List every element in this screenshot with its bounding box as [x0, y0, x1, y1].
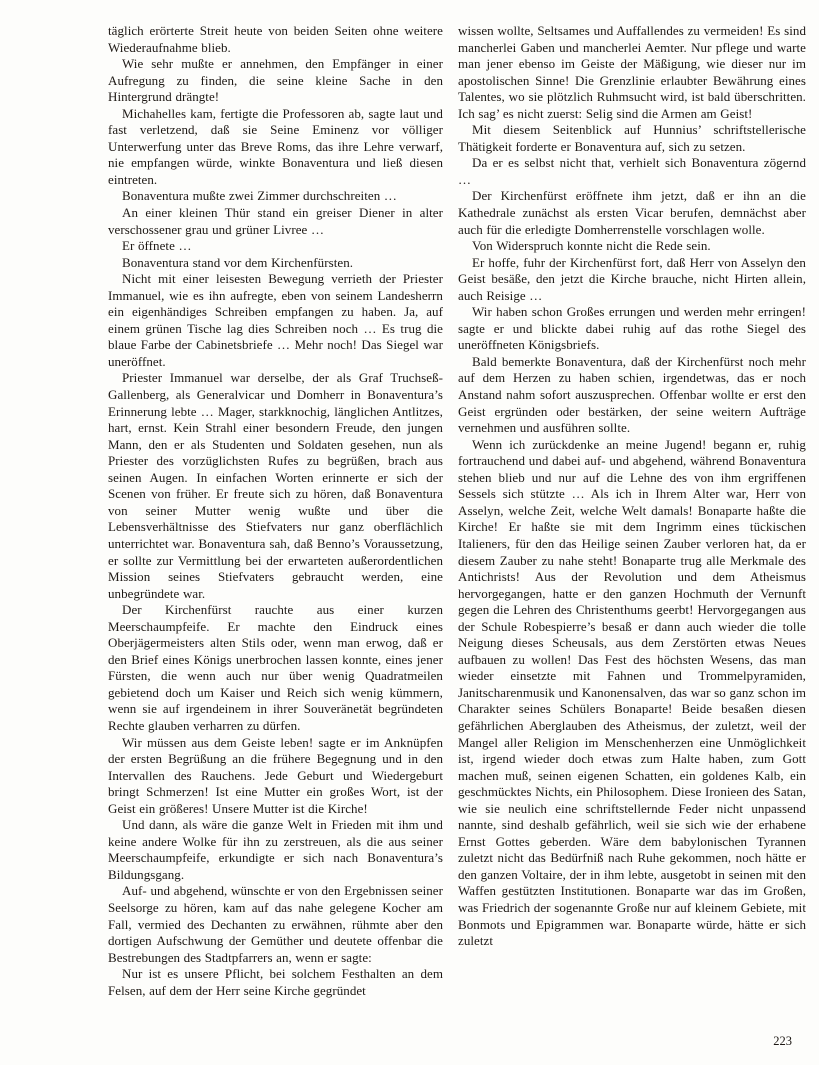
text-column-right [458, 23, 806, 999]
paragraph: Der Kirchenfürst eröffnete ihm jetzt, daß er ihn an die Kathedrale zunächst als ersten Vicar berufen, demnächst aber auch für die erledigte Domherrenstelle vorschlagen wolle. [458, 188, 806, 237]
paragraph: An einer kleinen Thür stand ein greiser Diener in alter verschossener grau und grüner Livree … [108, 205, 443, 237]
text-columns [108, 23, 806, 999]
paragraph: Wir haben schon Großes errungen und werden mehr erringen! sagte er und blickte dabei ruhig auf das rothe Siegel des uneröffneten Königsbriefs. [458, 304, 806, 353]
paragraph: Er hoffe, fuhr der Kirchenfürst fort, daß Herr von Asselyn den Geist besäße, den jetzt die Kirche brauche, nicht Hirten allein, auch Reisige … [458, 254, 806, 303]
paragraph: Wie sehr mußte er annehmen, den Empfänger in einer Aufregung zu finden, die seine kleine Sache in den Hintergrund drängte! [108, 56, 443, 105]
paragraph: wissen wollte, Seltsames und Auffallendes zu vermeiden! Es sind mancherlei Gaben und mancherlei Aemter. Nur pflege und warte man jener ebenso im Geiste der Mäßigung, wie dieser nur im apostolischen Sinne! Die Grenzlinie erlaubter Bewährung eines Talentes, wo sie plötzlich Ruhmsucht wird, ist bald überschritten. Ich sag’ es nicht zuerst: Selig sind die Armen am Geist! [458, 23, 806, 121]
paragraph: täglich erörterte Streit heute von beiden Seiten ohne weitere Wiederaufnahme blieb. [108, 23, 443, 55]
text-column-left [108, 23, 443, 999]
paragraph: Bonaventura mußte zwei Zimmer durchschreiten … [122, 188, 397, 204]
paragraph: Priester Immanuel war derselbe, der als Graf Truchseß-Gallenberg, als Generalvicar und Domherr in Bonaventura’s Erinnerung lebte … Mager, starkknochig, länglichen Antlitzes, hart, ernst. Kein Strahl einer besondern Freude, den jungen Mann, den er als Studenten und Soldaten gesehen, nun als Priester des vorzüglichsten Rufes zu begrüßen, brach aus seinen Augen. In einfachen Worten erinnerte er sich der Scenen von früher. Er freute sich zu hören, daß Bonaventura von seiner Mutter wenig wußte und über die Lebensverhältnisse des Stiefvaters nur ganz oberflächlich unterrichtet war. Bonaventura sah, daß Benno’s Voraussetzung, er sollte zur Vermittlung bei der erwarteten außerordentlichen Mission seines Stiefvaters gebraucht werden, eine unbegründete war. [108, 370, 443, 601]
paragraph: Nicht mit einer leisesten Bewegung verrieth der Priester Immanuel, wie es ihn aufregte, eben von seinem Landesherrn ein eigenhändiges Schreiben empfangen zu haben. Ja, auf einem grünen Tische lag dies Schreiben noch … Es trug die blaue Farbe der Cabinetsbriefe … Mehr noch! Das Siegel war uneröffnet. [108, 271, 443, 369]
paragraph: Bonaventura stand vor dem Kirchenfürsten. [122, 254, 354, 270]
paragraph: Bald bemerkte Bonaventura, daß der Kirchenfürst noch mehr auf dem Herzen zu haben schien, irgendetwas, das er noch Anstand nahm sofort auszusprechen. Offenbar wollte er erst den Geist ergründen oder bestärken, der seine weitern Aufträge vernehmen und ausführen sollte. [458, 353, 806, 436]
paragraph: Wir müssen aus dem Geiste leben! sagte er im Anknüpfen der ersten Begrüßung an die frühere Begegnung und in den Intervallen des Rauchens. Jede Geburt und Wiedergeburt bringt Schmerzen! Ist eine Mutter ein großes Wort, ist der Geist ein größeres! Unsere Mutter ist die Kirche! [108, 734, 443, 816]
paragraph: Michahelles kam, fertigte die Professoren ab, sagte laut und fast verletzend, daß sie Seine Eminenz vor völliger Unterwerfung unter das Breve Roms, das ihre Lehre verwarf, nie empfangen würde, winkte Bonaventura und ließ diesen eintreten. [108, 105, 443, 187]
paragraph: Da er es selbst nicht that, verhielt sich Bonaventura zögernd … [458, 155, 806, 187]
paragraph: Von Widerspruch konnte nicht die Rede sein. [472, 238, 711, 254]
paragraph: Und dann, als wäre die ganze Welt in Frieden mit ihm und keine andere Wolke für ihn zu zerstreuen, als die aus seiner Meerschaumpfeife, erkundigte er sich nach Bonaventura’s Bildungsgang. [108, 817, 443, 882]
paragraph: Er öffnete … [122, 238, 192, 254]
page-number: 223 [773, 1034, 792, 1048]
paragraph: Nur ist es unsere Pflicht, bei solchem Festhalten an dem Felsen, auf dem der Herr seine Kirche gegründet [108, 966, 443, 998]
paragraph: Auf- und abgehend, wünschte er von den Ergebnissen seiner Seelsorge zu hören, kam auf das nahe gelegene Kocher am Fall, vermied des Dechanten zu erwähnen, rühmte aber den dortigen Aufschwung der Gemüther und deutete offenbar die Bestrebungen des Stadtpfarrers an, wenn er sagte: [108, 883, 443, 965]
paragraph: Der Kirchenfürst rauchte aus einer kurzen Meerschaumpfeife. Er machte den Eindruck eines Oberjägermeisters alten Stils oder, wenn man erwog, daß er den Brief eines Königs unerbrochen lassen konnte, eines jener Fürsten, die wenn auch nur über wenig Quadratmeilen gebietend doch um Kaiser und Reich sich wenig kümmern, wenn sie auf irgendeinem in ihrer Souveränetät begründeten Rechte glauben verharren zu dürfen. [108, 602, 443, 733]
paragraph: Mit diesem Seitenblick auf Hunnius’ schriftstellerische Thätigkeit forderte er Bonaventura auf, sich zu setzen. [458, 122, 806, 154]
paragraph: Wenn ich zurückdenke an meine Jugend! begann er, ruhig fortrauchend und dabei auf- und abgehend, während Bonaventura stehen blieb und nur auf die Lehne des von ihm ergriffenen Sessels sich stützte … Als ich in Ihrem Alter war, Herr von Asselyn, welche Zeit, welche Welt damals! Bonaparte haßte die Kirche! Er haßte sie mit dem Ingrimm eines tückischen Italieners, für den das Heilige seinen Zauber verloren hat, da er diesem Zauber zu nahe steht! Bonaparte trug alle Merkmale des Antichrists! Aus der Revolution und dem Atheismus hervorgegangen, hatte er den ganzen Hochmuth der Vernunft gegen die Lehren des Christenthums geerbt! Hervorgegangen aus der Schule Robespierre’s besaß er dann auch wieder die tolle Neigung dieses Scheusals, aus dem Zerstörten etwas Neues aufbauen zu wollen! Das Fest des höchsten Wesens, das man wieder einsetzte mit Fahnen und Trommelpyramiden, Janitscharenmusik und Kanonensalven, das war so ganz schon im Charakter seines Schülers Bonaparte! Beide besaßen diesen gefährlichen Aberglauben des Atheismus, der zuletzt, weil der Mangel aller Religion im Menschenherzen eine Unmöglichkeit ist, irgend wieder doch etwas zum Halte haben, zum Gott machen muß, seinen eigenen Schatten, ein goldenes Kalb, ein geschmücktes Nichts, ein Philosophem. Diese Ironieen des Satan, wie sie neulich eine schriftstellernde Feder nicht unpassend nannte, sind deshalb gefährlich, weil sie sich wie der erhabene Ernst Gottes geberden. Wäre dem babylonischen Tyrannen zuletzt nicht das Bedürfniß nach Ruhe gekommen, noch hätte er den ganzen Voltaire, der in ihm lebte, ausgetobt in seinen mit den Waffen gestützten Institutionen. Bonaparte war das im Großen, was Friedrich der sogenannte Große nur auf kleinem Gebiete, mit Bonmots und Epigrammen war. Bonaparte würde, hätte er sich zuletzt [458, 436, 806, 949]
